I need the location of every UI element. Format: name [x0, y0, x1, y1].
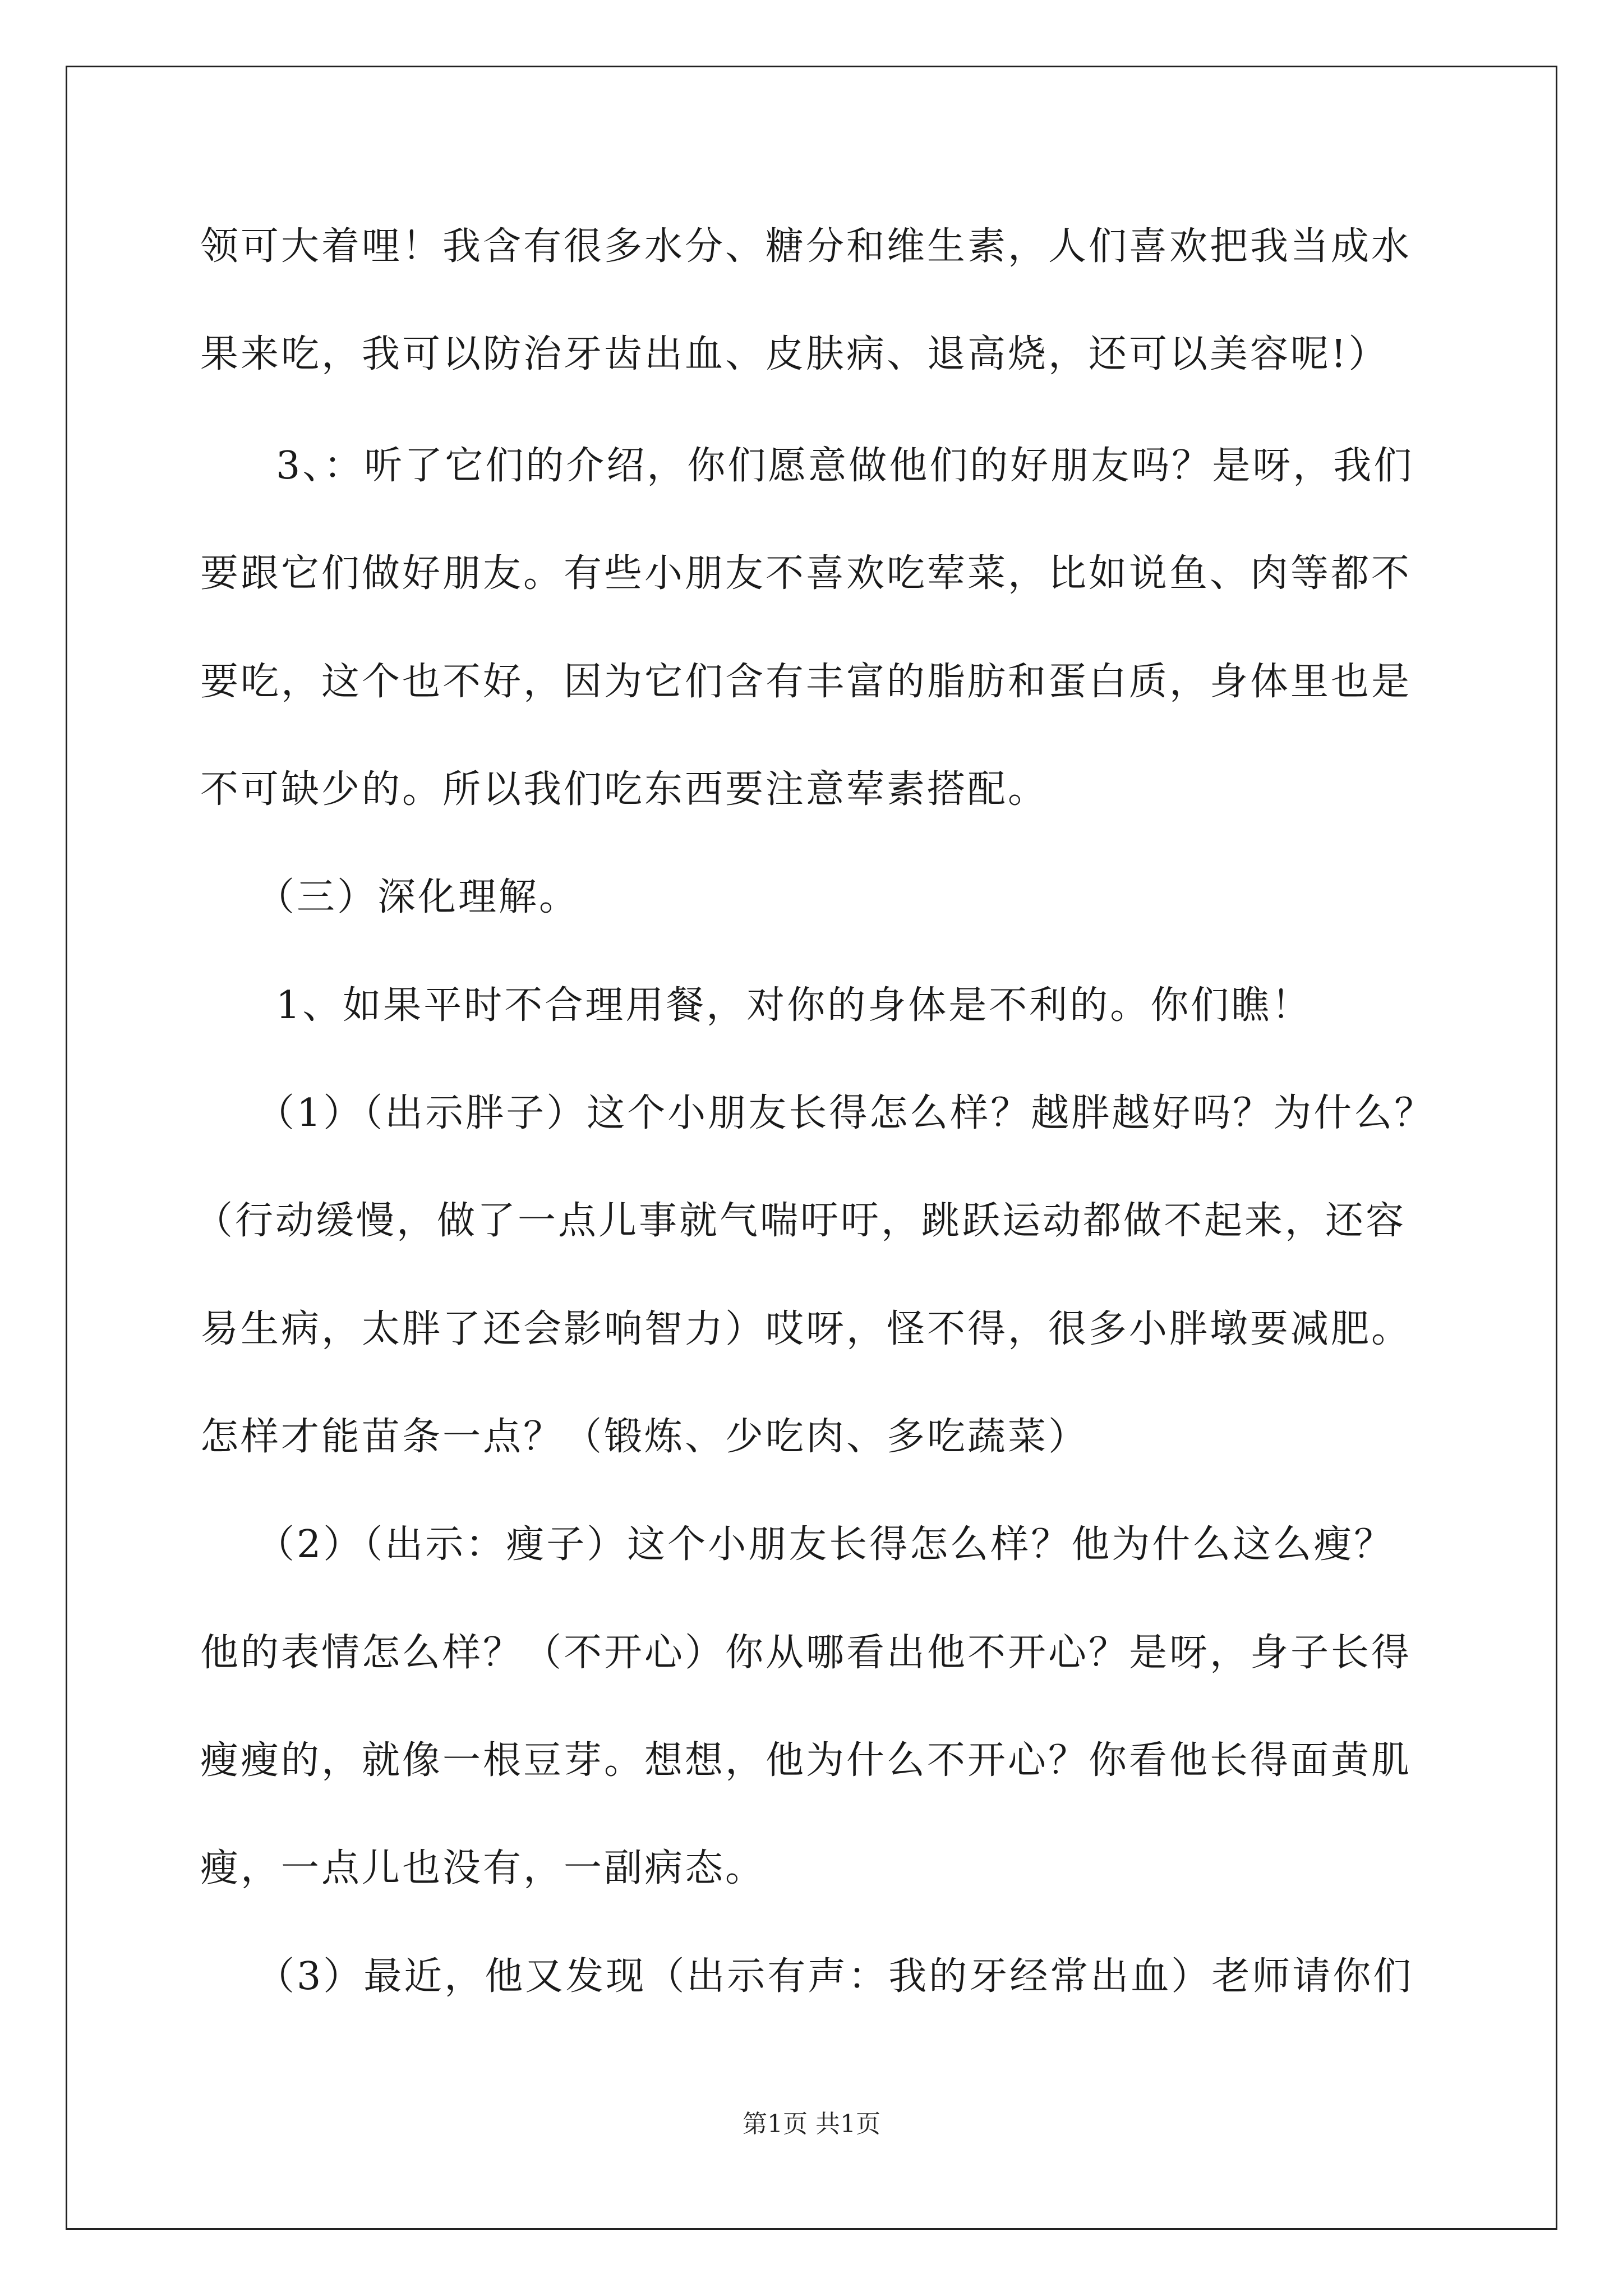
text-line: 3、：听了它们的介绍，你们愿意做他们的好朋友吗？是呀，我们 — [276, 444, 1414, 488]
text-line: 要跟它们做好朋友。有些小朋友不喜欢吃荤菜，比如说鱼、肉等都不 — [200, 551, 1412, 596]
text-line: 怎样才能苗条一点？（锻炼、少吃肉、多吃蔬菜） — [200, 1415, 1089, 1459]
page-footer: 第1页 共1页 — [743, 2110, 880, 2138]
text-line: （三）深化理解。 — [256, 875, 580, 919]
text-line: （1）（出示胖子）这个小朋友长得怎么样？越胖越好吗？为什么？ — [256, 1091, 1435, 1135]
page-border — [66, 66, 1557, 2230]
text-line: 不可缺少的。所以我们吃东西要注意荤素搭配。 — [200, 767, 1049, 812]
text-line: 领可大着哩！我含有很多水分、糖分和维生素，人们喜欢把我当成水 — [200, 224, 1412, 269]
text-line: （行动缓慢，做了一点儿事就气喘吁吁，跳跃运动都做不起来，还容 — [195, 1199, 1407, 1243]
text-line: 1、如果平时不合理用餐，对你的身体是不利的。你们瞧！ — [276, 983, 1312, 1028]
text-line: 要吃，这个也不好，因为它们含有丰富的脂肪和蛋白质，身体里也是 — [200, 660, 1412, 704]
text-line: （3）最近，他又发现（出示有声：我的牙经常出血）老师请你们 — [256, 1954, 1414, 1999]
text-line: 瘦，一点儿也没有，一副病态。 — [200, 1846, 766, 1890]
text-line: （2）（出示：瘦子）这个小朋友长得怎么样？他为什么这么瘦？ — [256, 1522, 1395, 1567]
text-line: 果来吃，我可以防治牙齿出血、皮肤病、退高烧，还可以美容呢!） — [200, 332, 1389, 376]
text-line: 瘦瘦的，就像一根豆芽。想想，他为什么不开心？你看他长得面黄肌 — [200, 1738, 1412, 1783]
text-line: 他的表情怎么样？（不开心）你从哪看出他不开心？是呀，身子长得 — [200, 1631, 1412, 1675]
text-line: 易生病，太胖了还会影响智力）哎呀，怪不得，很多小胖墩要减肥。 — [200, 1307, 1412, 1351]
